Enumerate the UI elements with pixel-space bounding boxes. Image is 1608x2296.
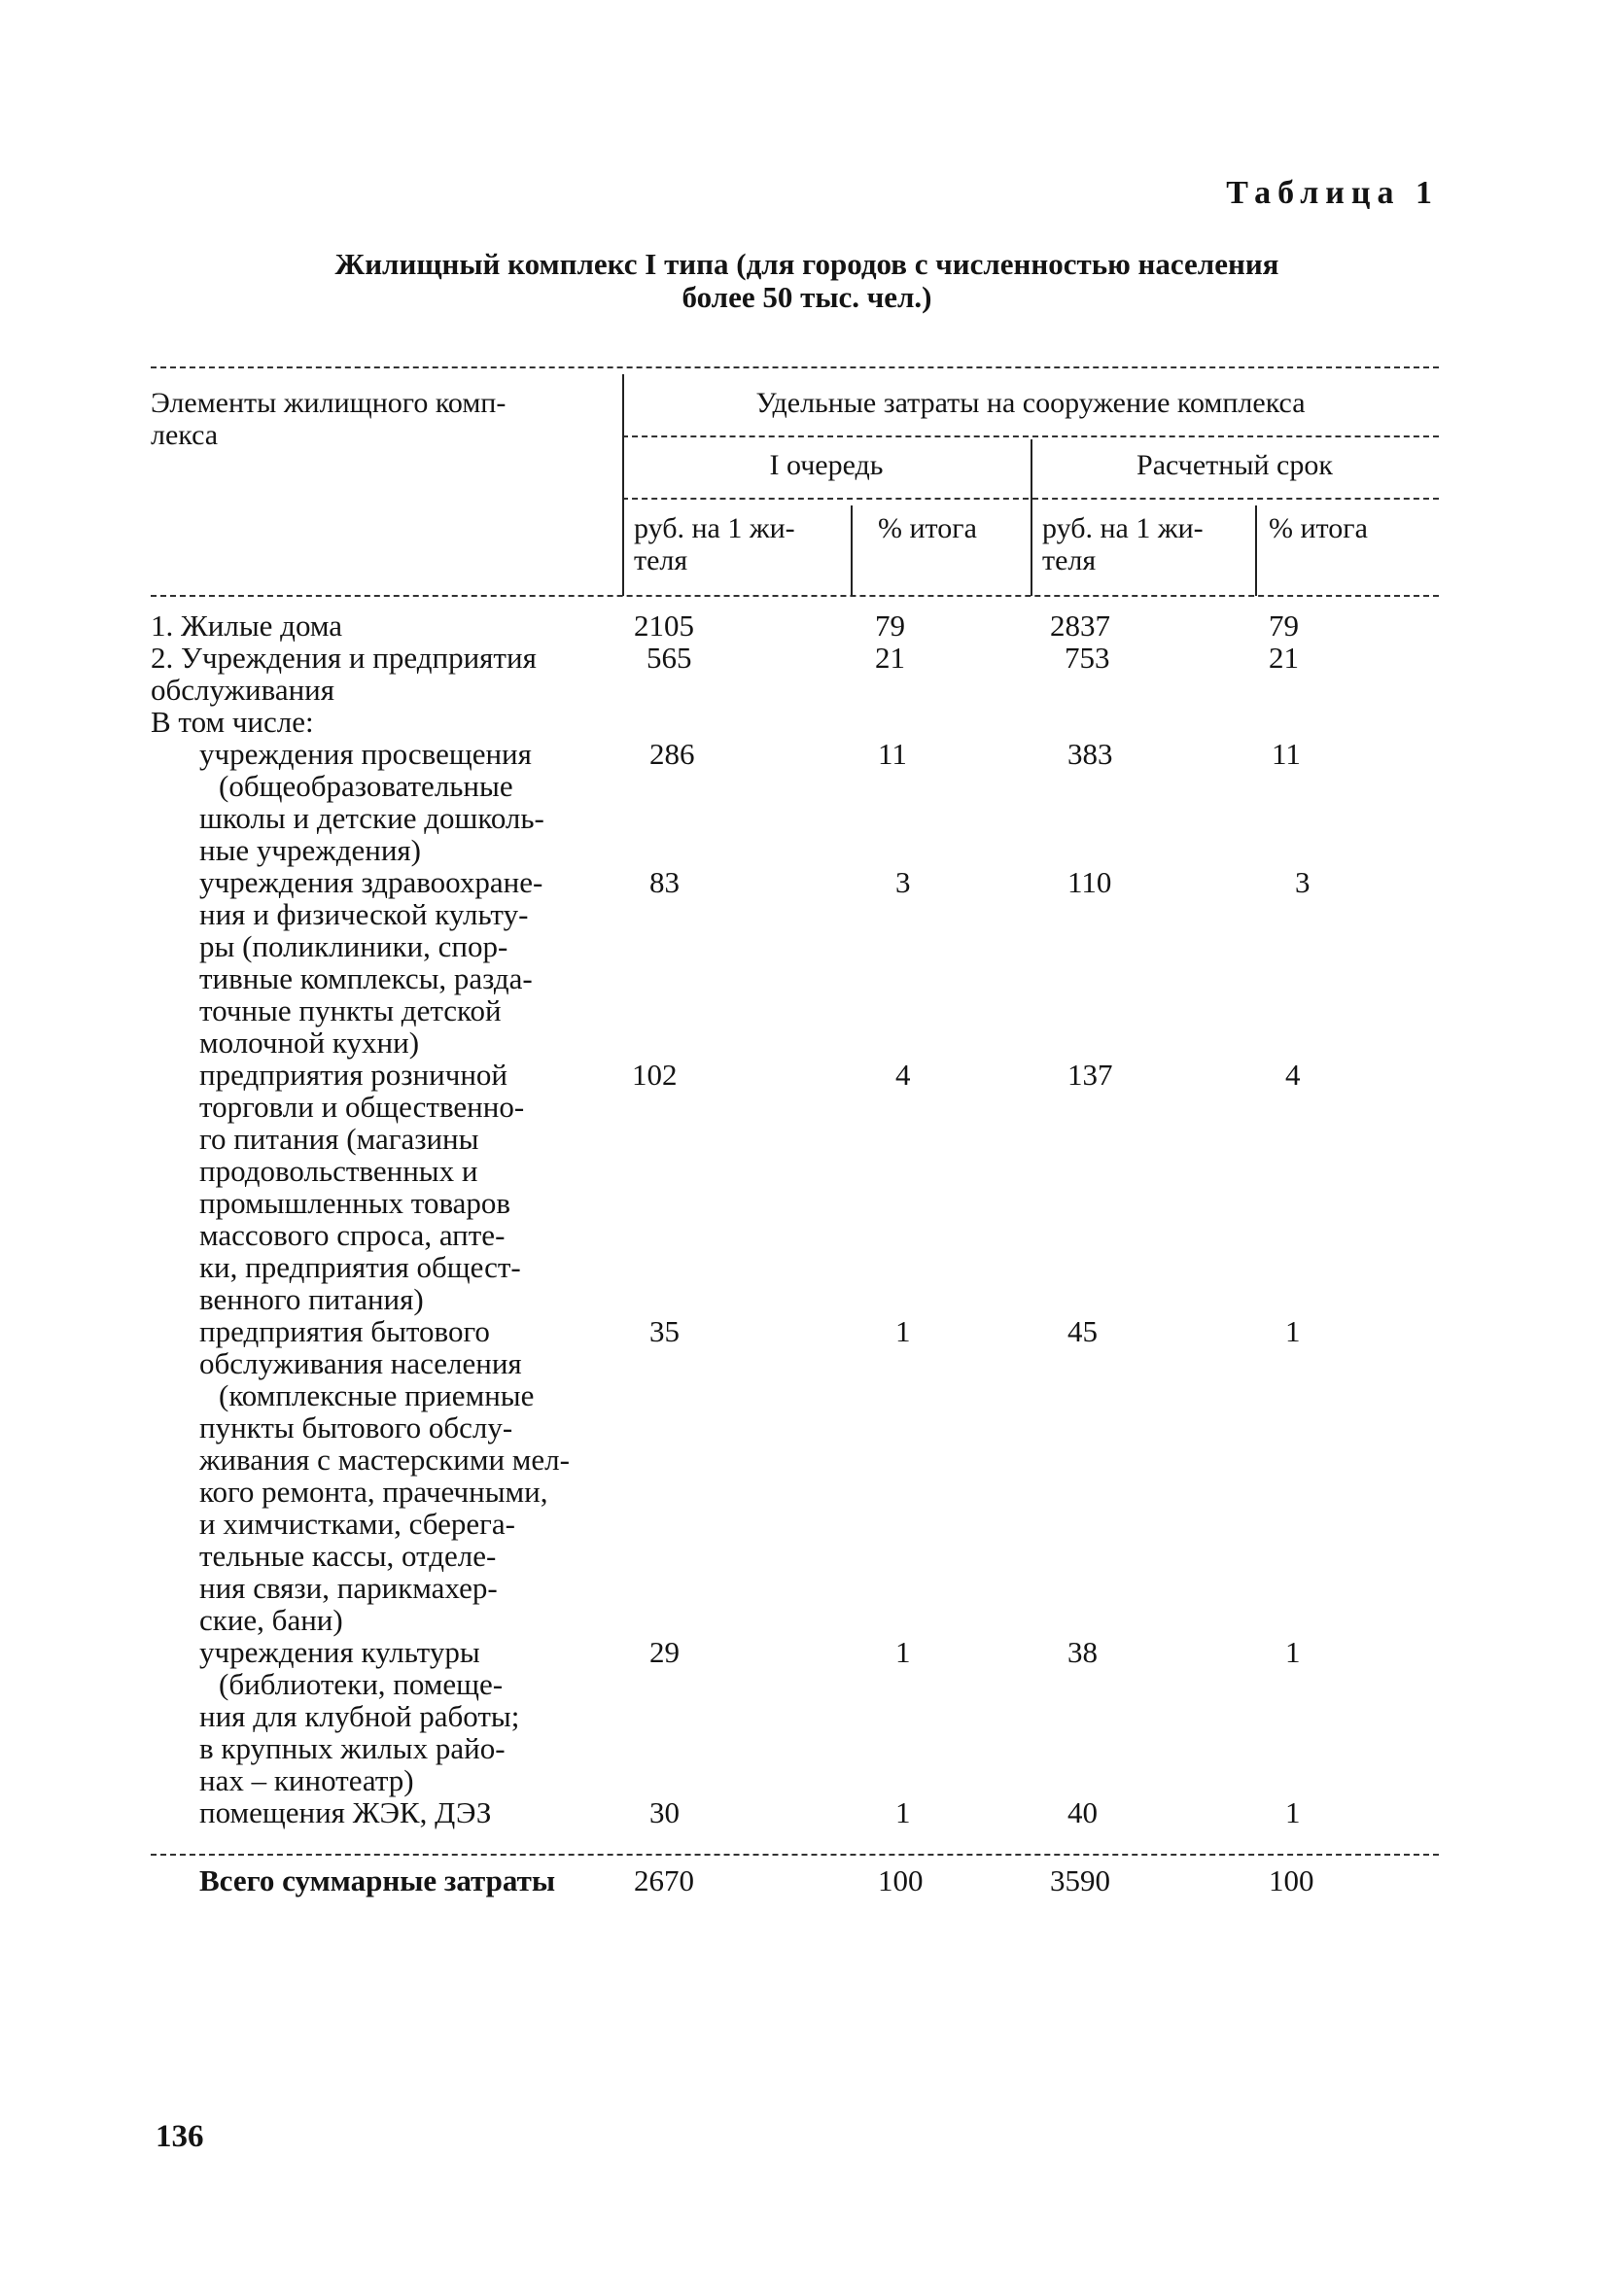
- cell-pct-stage-1: 1: [895, 1314, 911, 1348]
- row-label: ния для клубной работы;: [199, 1699, 520, 1733]
- cell-rub-design: 2837: [1050, 609, 1110, 643]
- row-label: и химчистками, сберега-: [199, 1507, 515, 1541]
- row-label: обслуживания: [151, 673, 335, 707]
- row-label: школы и детские дошколь-: [199, 801, 544, 835]
- row-label: учреждения просвещения: [199, 737, 532, 771]
- row-label: (общеобразовательные: [219, 769, 513, 803]
- row-label: тельные кассы, отделе-: [199, 1539, 497, 1573]
- total-rub-design: 3590: [1050, 1863, 1110, 1897]
- cell-pct-stage-1: 79: [875, 609, 905, 643]
- row-label: предприятия розничной: [199, 1058, 507, 1092]
- row-label: (библиотеки, помеще-: [219, 1667, 504, 1701]
- page-number: 136: [156, 2119, 204, 2154]
- cell-rub-stage-1: 2105: [634, 609, 694, 643]
- cell-rub-stage-1: 565: [647, 641, 692, 675]
- row-label: массового спроса, апте-: [199, 1218, 506, 1252]
- row-label: кого ремонта, прачечными,: [199, 1475, 548, 1509]
- col-header-elements: Элементы жилищного комп- лекса: [151, 387, 507, 451]
- cell-rub-design: 383: [1067, 737, 1113, 771]
- row-label: точные пункты детской: [199, 993, 502, 1027]
- row-label: венного питания): [199, 1282, 424, 1316]
- header-bottom-rule: [151, 595, 1439, 597]
- cell-rub-stage-1: 35: [649, 1314, 680, 1348]
- row-label: В том числе:: [151, 705, 314, 739]
- row-label: го питания (магазины: [199, 1122, 479, 1156]
- row-label: ры (поликлиники, спор-: [199, 929, 508, 963]
- cell-rub-stage-1: 83: [649, 865, 680, 899]
- total-row-label: Всего суммарные затраты: [199, 1863, 556, 1897]
- cell-rub-stage-1: 30: [649, 1795, 680, 1829]
- cell-pct-design: 21: [1269, 641, 1299, 675]
- row-label: ские, бани): [199, 1603, 343, 1637]
- col-header-pct-total-stage-1: % итога: [878, 512, 977, 544]
- col-header-rub-per-resident-stage-1: руб. на 1 жи- теля: [634, 512, 795, 576]
- group-header-rule: [622, 435, 1439, 437]
- row-label: в крупных жилых райо-: [199, 1731, 506, 1765]
- total-pct-design: 100: [1269, 1863, 1314, 1897]
- total-rub-stage-1: 2670: [634, 1863, 694, 1897]
- col-header-pct-total-design: % итога: [1269, 512, 1368, 544]
- cell-pct-design: 3: [1295, 865, 1311, 899]
- row-label: 1. Жилые дома: [151, 609, 343, 643]
- table-title: Жилищный комплекс I типа (для городов с численностью населения: [334, 247, 1279, 281]
- col-header-rub-per-resident-design: руб. на 1 жи- теля: [1042, 512, 1204, 576]
- row-label: живания с мастерскими мел-: [199, 1443, 570, 1477]
- row-label: тивные комплексы, разда-: [199, 961, 533, 995]
- cell-pct-design: 1: [1285, 1314, 1301, 1348]
- cell-pct-design: 11: [1272, 737, 1301, 771]
- cell-rub-stage-1: 29: [649, 1635, 680, 1669]
- cell-pct-design: 1: [1285, 1795, 1301, 1829]
- column-divider: [1255, 505, 1257, 596]
- cell-rub-design: 110: [1067, 865, 1112, 899]
- row-label: ные учреждения): [199, 833, 421, 867]
- cell-pct-stage-1: 1: [895, 1635, 911, 1669]
- row-label: пункты бытового обслу-: [199, 1410, 513, 1444]
- row-label: ки, предприятия общест-: [199, 1250, 521, 1284]
- table-top-rule: [151, 366, 1439, 368]
- cell-pct-stage-1: 11: [878, 737, 907, 771]
- cell-pct-stage-1: 1: [895, 1795, 911, 1829]
- cell-rub-design: 753: [1065, 641, 1110, 675]
- row-label: обслуживания населения: [199, 1346, 522, 1380]
- col-header-design-period: Расчетный срок: [1136, 449, 1333, 481]
- row-label: помещения ЖЭК, ДЭЗ: [199, 1795, 492, 1829]
- row-label: продовольственных и: [199, 1154, 478, 1188]
- cell-pct-design: 1: [1285, 1635, 1301, 1669]
- cell-pct-stage-1: 21: [875, 641, 905, 675]
- row-label: молочной кухни): [199, 1026, 420, 1060]
- col-header-unit-costs: Удельные затраты на сооружение комплекса: [755, 387, 1306, 419]
- cell-pct-stage-1: 3: [895, 865, 911, 899]
- cell-rub-design: 38: [1067, 1635, 1098, 1669]
- column-divider: [851, 505, 853, 596]
- cell-pct-stage-1: 4: [895, 1058, 911, 1092]
- total-pct-stage-1: 100: [878, 1863, 924, 1897]
- row-label: 2. Учреждения и предприятия: [151, 641, 537, 675]
- cell-rub-stage-1: 286: [649, 737, 695, 771]
- cell-rub-stage-1: 102: [632, 1058, 678, 1092]
- total-rule: [151, 1854, 1439, 1856]
- row-label: учреждения здравоохране-: [199, 865, 543, 899]
- row-label: ния связи, парикмахер-: [199, 1571, 498, 1605]
- cell-rub-design: 137: [1067, 1058, 1113, 1092]
- table-title-continued: более 50 тыс. чел.): [682, 280, 932, 314]
- row-label: предприятия бытового: [199, 1314, 490, 1348]
- table-label: Таблица 1: [1226, 175, 1439, 211]
- col-header-stage-1: I очередь: [769, 449, 884, 481]
- row-label: (комплексные приемные: [219, 1378, 535, 1412]
- cell-pct-design: 4: [1285, 1058, 1301, 1092]
- row-label: нах – кинотеатр): [199, 1763, 414, 1797]
- row-label: промышленных товаров: [199, 1186, 511, 1220]
- row-label: учреждения культуры: [199, 1635, 480, 1669]
- row-label: торговли и общественно-: [199, 1090, 525, 1124]
- cell-pct-design: 79: [1269, 609, 1299, 643]
- row-label: ния и физической культу-: [199, 897, 529, 931]
- cell-rub-design: 40: [1067, 1795, 1098, 1829]
- cell-rub-design: 45: [1067, 1314, 1098, 1348]
